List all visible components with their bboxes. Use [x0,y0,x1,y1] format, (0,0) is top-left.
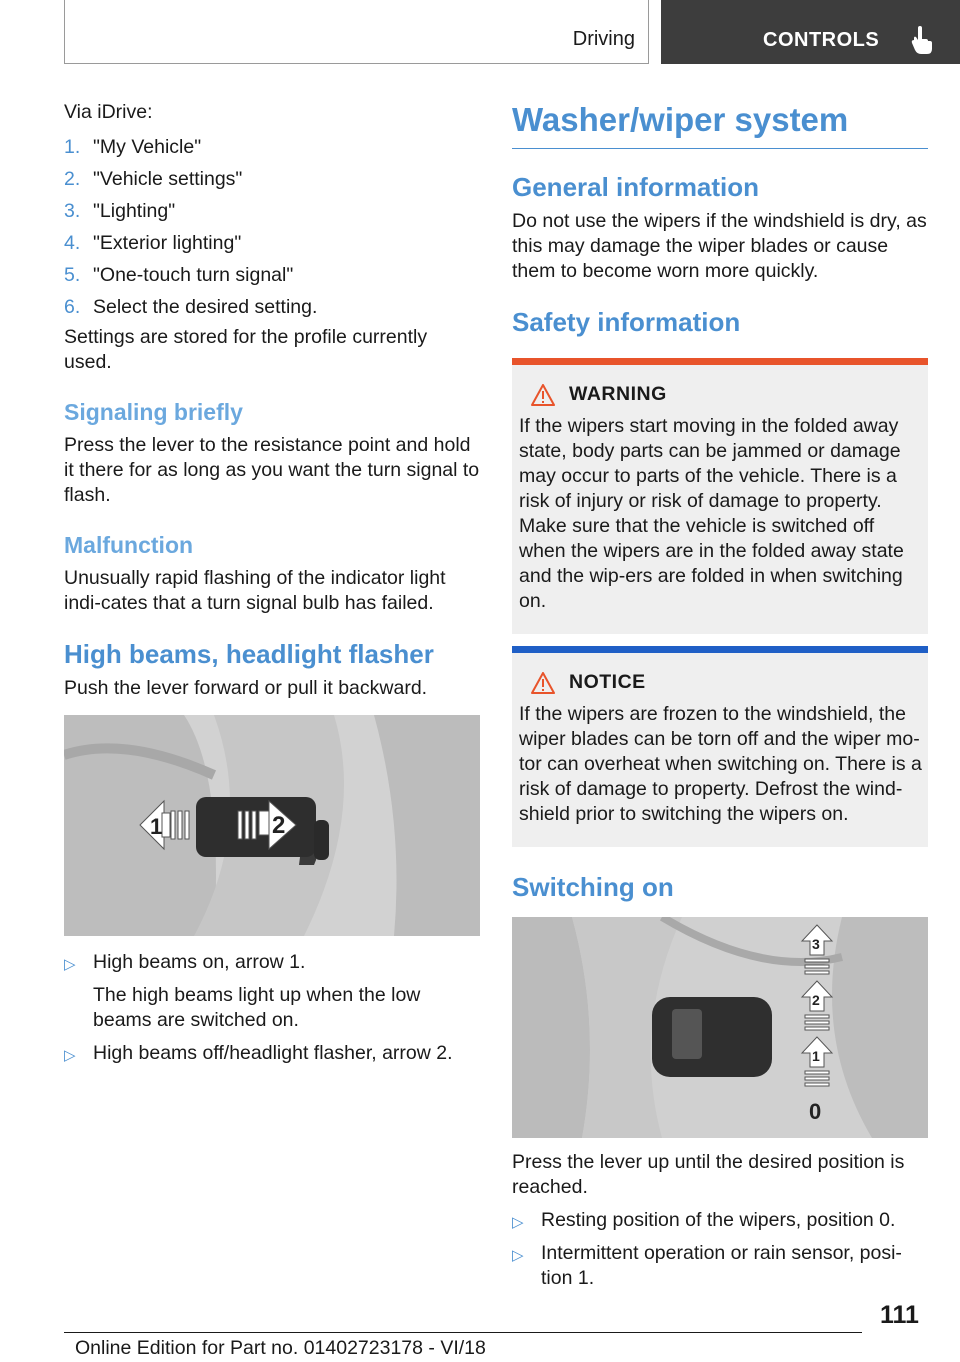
list-item: 5. "One-touch turn signal" [64,264,294,286]
signaling-heading: Signaling briefly [64,399,243,425]
wiper-positions-bullets [512,1208,928,1291]
header-frame [64,0,649,64]
header-chapter-label: CONTROLS [763,29,880,51]
wiper-lever-image [512,917,928,1138]
general-info-heading: General information [512,172,760,202]
right-column [512,100,928,1299]
safety-info-heading: Safety information [512,307,741,337]
list-item: 3. "Lighting" [64,200,176,222]
lever-illustration [64,715,480,936]
malfunction-text: Unusually rapid flashing of the indicator light indi-cates that a turn signal bulb has failed. [64,567,446,614]
list-item: 6. Select the desired setting. [64,296,318,318]
triangle-bullet-icon: ▷ [64,1047,76,1064]
list-item: ▷ Intermittent operation or rain sensor, posi-tion 1. [512,1242,902,1289]
list-item: 2. "Vehicle settings" [64,168,243,190]
list-item: 4. "Exterior lighting" [64,232,242,254]
switching-on-heading: Switching on [512,872,674,902]
idrive-steps-list [64,131,480,323]
left-column [64,100,480,1074]
warning-box [512,358,928,634]
signaling-text: Press the lever to the resistance point and hold it there for as long as you want the turn signal to flash. [64,434,480,506]
header-chapter-tab [661,0,960,64]
warning-triangle-icon [531,384,555,406]
high-beams-text: Push the lever forward or pull it backward. [64,677,428,699]
arrow-label-2: 2 [272,812,286,839]
header-section-label: Driving [572,28,635,50]
pointing-hand-icon [911,25,933,55]
via-idrive-text: Via iDrive: [64,101,153,123]
page-number: 111 [880,1301,919,1329]
warning-title: WARNING [569,383,667,405]
position-label-1: 1 [812,1048,820,1064]
switching-on-text: Press the lever up until the desired position is reached. [512,1151,905,1198]
notice-box [512,646,928,847]
list-item: ▷ High beams off/headlight flasher, arrow 2. [64,1041,480,1066]
washer-wiper-title: Washer/wiper system [512,100,928,149]
notice-title: NOTICE [569,671,646,693]
list-item: 1. "My Vehicle" [64,136,202,158]
notice-text: If the wipers are frozen to the windshield, the wiper blades can be torn off and the wiper mo-tor can overheat when switching on. There is a risk of damage to property. Defrost the wind-shield prior to switching the wipers on. [519,703,922,825]
triangle-bullet-icon: ▷ [512,1247,524,1264]
wiper-lever-illustration [512,917,928,1138]
turn-signal-lever-image [64,715,480,936]
triangle-bullet-icon: ▷ [512,1214,524,1231]
malfunction-heading: Malfunction [64,532,194,558]
list-item: ▷ Resting position of the wipers, position 0. [512,1208,928,1233]
footer-edition-text: Online Edition for Part no. 01402723178 - VI/18 [75,1337,486,1359]
footer-divider [64,1332,862,1333]
settings-note: Settings are stored for the profile currently used. [64,326,428,373]
warning-triangle-icon [531,672,555,694]
position-label-0: 0 [809,1099,822,1124]
triangle-bullet-icon: ▷ [64,956,76,973]
list-item: ▷ High beams on, arrow 1. The high beams light up when the low beams are switched on. [64,951,421,1031]
position-label-3: 3 [812,936,820,952]
position-label-2: 2 [812,992,820,1008]
high-beams-bullets [64,950,480,1066]
high-beams-heading: High beams, headlight flasher [64,639,434,669]
warning-text: If the wipers start moving in the folded away state, body parts can be jammed or damage may occur to parts of the vehicle. There is a risk of injury or risk of damage to property. Make sure that the vehicle is switched off when the wipers are in the folded away state and the wip-ers are folded in when switching on. [519,415,904,612]
general-info-text: Do not use the wipers if the windshield is dry, as this may damage the wiper blades or cause them to become worn more quickly. [512,210,927,282]
arrow-label-1: 1 [150,814,163,839]
